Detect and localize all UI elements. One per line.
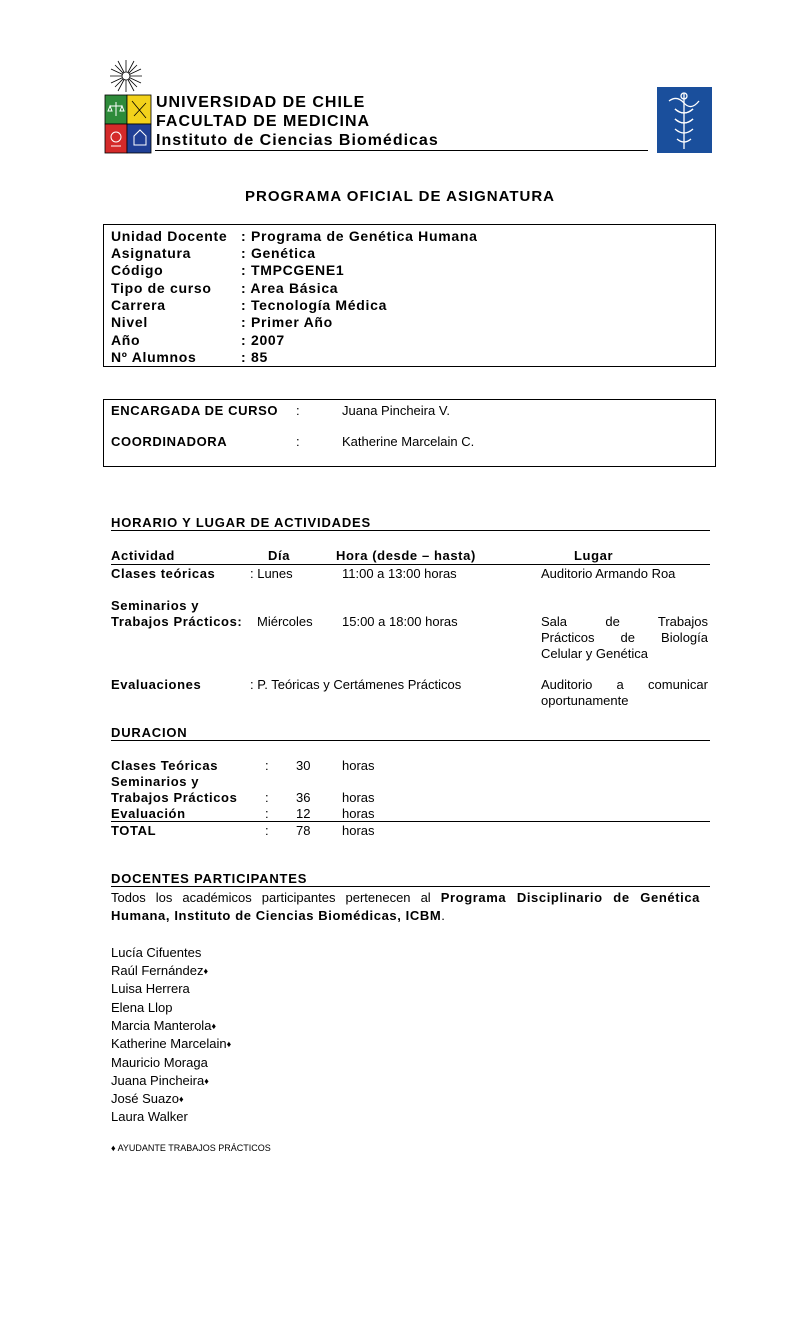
diamond-icon: ♦ — [204, 1076, 209, 1086]
teachers-intro-program: Programa Disciplinario de Genética — [440, 890, 700, 905]
schedule-header-rule — [111, 564, 710, 565]
row1-time: 11:00 a 13:00 horas — [342, 566, 457, 581]
coordinadora-label: COORDINADORA — [111, 434, 228, 449]
label-codigo: Código — [111, 262, 164, 278]
value-nivel: : Primer Año — [241, 314, 333, 330]
teacher-item — [111, 963, 208, 978]
teacher-name: Katherine Marcelain — [111, 1036, 227, 1051]
faculty-name: FACULTAD DE MEDICINA — [156, 113, 371, 130]
teacher-name: Mauricio Moraga — [111, 1055, 208, 1070]
dur-trabajos-label: Trabajos Prácticos — [111, 790, 238, 805]
row1-place: Auditorio Armando Roa — [541, 566, 676, 581]
schedule-title-rule — [111, 530, 710, 531]
encargada-name: Juana Pincheira V. — [342, 403, 450, 418]
row1-day: : Lunes — [250, 566, 293, 581]
value-ano: : 2007 — [241, 332, 285, 348]
col-header-lugar: Lugar — [574, 548, 614, 563]
teacher-name: José Suazo — [111, 1091, 179, 1106]
teacher-item — [111, 1018, 216, 1033]
label-unidad-docente: Unidad Docente — [111, 228, 228, 244]
duration-section-title: DURACION — [111, 725, 188, 740]
teachers-intro-line1 — [111, 890, 700, 905]
teachers-section-title: DOCENTES PARTICIPANTES — [111, 871, 308, 886]
row2-place-line2: Prácticos de Biología — [541, 630, 708, 645]
teacher-name: Marcia Manterola — [111, 1018, 212, 1033]
dur-total-colon: : — [265, 823, 269, 838]
dur-total-unit: horas — [342, 823, 375, 838]
teachers-intro-institute: Humana, Instituto de Ciencias Biomédicas, ICBM — [111, 908, 442, 923]
label-nivel: Nivel — [111, 314, 148, 330]
dur-total-hours: 78 — [296, 823, 311, 838]
teacher-item — [111, 1073, 209, 1088]
caduceus-icon — [657, 87, 712, 153]
label-tipo-de-curso: Tipo de curso — [111, 280, 212, 296]
row2-activity-line2: Trabajos Prácticos: — [111, 614, 243, 629]
row2-day: Miércoles — [257, 614, 313, 629]
label-ano: Año — [111, 332, 141, 348]
row3-activity: Evaluaciones — [111, 677, 202, 692]
university-name: UNIVERSIDAD DE CHILE — [156, 94, 366, 111]
value-carrera: : Tecnología Médica — [241, 297, 388, 313]
encargada-label: ENCARGADA DE CURSO — [111, 403, 279, 418]
dur-clases-unit: horas — [342, 758, 375, 773]
value-codigo: : TMPCGENE1 — [241, 262, 345, 278]
teachers-intro-plain: Todos los académicos participantes pertenecen al — [111, 890, 441, 905]
teacher-name: Laura Walker — [111, 1109, 188, 1124]
teacher-name: Elena Llop — [111, 1000, 173, 1015]
teacher-name: Raúl Fernández — [111, 963, 204, 978]
duration-title-rule — [111, 740, 710, 741]
dur-total-label: TOTAL — [111, 823, 157, 838]
col-header-dia: Día — [268, 548, 291, 563]
label-alumnos: Nº Alumnos — [111, 349, 197, 365]
dur-evaluacion-unit: horas — [342, 806, 375, 821]
teachers-title-rule — [111, 886, 710, 887]
dur-trabajos-hours: 36 — [296, 790, 311, 805]
dur-seminarios-prefix: Seminarios y — [111, 774, 200, 789]
teacher-name: Lucía Cifuentes — [111, 945, 202, 960]
teacher-name: Luisa Herrera — [111, 981, 190, 996]
coordinadora-colon: : — [296, 434, 300, 449]
diamond-icon: ♦ — [211, 1021, 217, 1031]
dur-trabajos-unit: horas — [342, 790, 375, 805]
footnote-legend: ♦ AYUDANTE TRABAJOS PRÁCTICOS — [111, 1143, 271, 1153]
row2-place-line1: Sala de Trabajos — [541, 614, 708, 629]
dur-clases-colon: : — [265, 758, 269, 773]
diamond-icon: ♦ — [203, 966, 209, 976]
encargada-colon: : — [296, 403, 300, 418]
dur-evaluacion-colon: : — [265, 806, 269, 821]
col-header-actividad: Actividad — [111, 548, 175, 563]
teachers-intro-period: . — [441, 908, 445, 923]
value-tipo-de-curso: : Area Básica — [241, 280, 339, 296]
teacher-name: Juana Pincheira — [111, 1073, 205, 1088]
university-of-chile-logo — [104, 58, 152, 154]
value-unidad-docente: : Programa de Genética Humana — [241, 228, 478, 244]
dur-clases-hours: 30 — [296, 758, 311, 773]
dur-clases-label: Clases Teóricas — [111, 758, 219, 773]
diamond-icon: ♦ — [178, 1094, 184, 1104]
dur-trabajos-colon: : — [265, 790, 269, 805]
document-title: PROGRAMA OFICIAL DE ASIGNATURA — [245, 188, 555, 205]
diamond-icon: ♦ — [226, 1039, 232, 1049]
schedule-section-title: HORARIO Y LUGAR DE ACTIVIDADES — [111, 515, 371, 530]
value-alumnos: : 85 — [241, 349, 268, 365]
header-rule — [155, 150, 648, 151]
duration-total-rule — [111, 821, 710, 822]
teacher-item — [111, 1091, 184, 1106]
value-asignatura: : Genética — [241, 245, 316, 261]
dur-evaluacion-hours: 12 — [296, 806, 311, 821]
dur-evaluacion-label: Evaluación — [111, 806, 186, 821]
label-asignatura: Asignatura — [111, 245, 192, 261]
teacher-item — [111, 1036, 231, 1051]
label-carrera: Carrera — [111, 297, 166, 313]
row3-place-line1: Auditorio a comunicar — [541, 677, 708, 692]
row2-activity-line1: Seminarios y — [111, 598, 200, 613]
faculty-of-medicine-logo — [657, 87, 712, 153]
star-icon — [110, 60, 142, 92]
row2-place-line3: Celular y Genética — [541, 646, 648, 661]
row2-time: 15:00 a 18:00 horas — [342, 614, 458, 629]
col-header-hora: Hora (desde – hasta) — [336, 548, 476, 563]
row3-detail: : P. Teóricas y Certámenes Prácticos — [250, 677, 462, 692]
row3-place-line2: oportunamente — [541, 693, 629, 708]
teachers-intro-line2 — [111, 908, 445, 923]
row1-activity: Clases teóricas — [111, 566, 216, 581]
coordinadora-name: Katherine Marcelain C. — [342, 434, 475, 449]
institute-name: Instituto de Ciencias Biomédicas — [156, 132, 439, 149]
